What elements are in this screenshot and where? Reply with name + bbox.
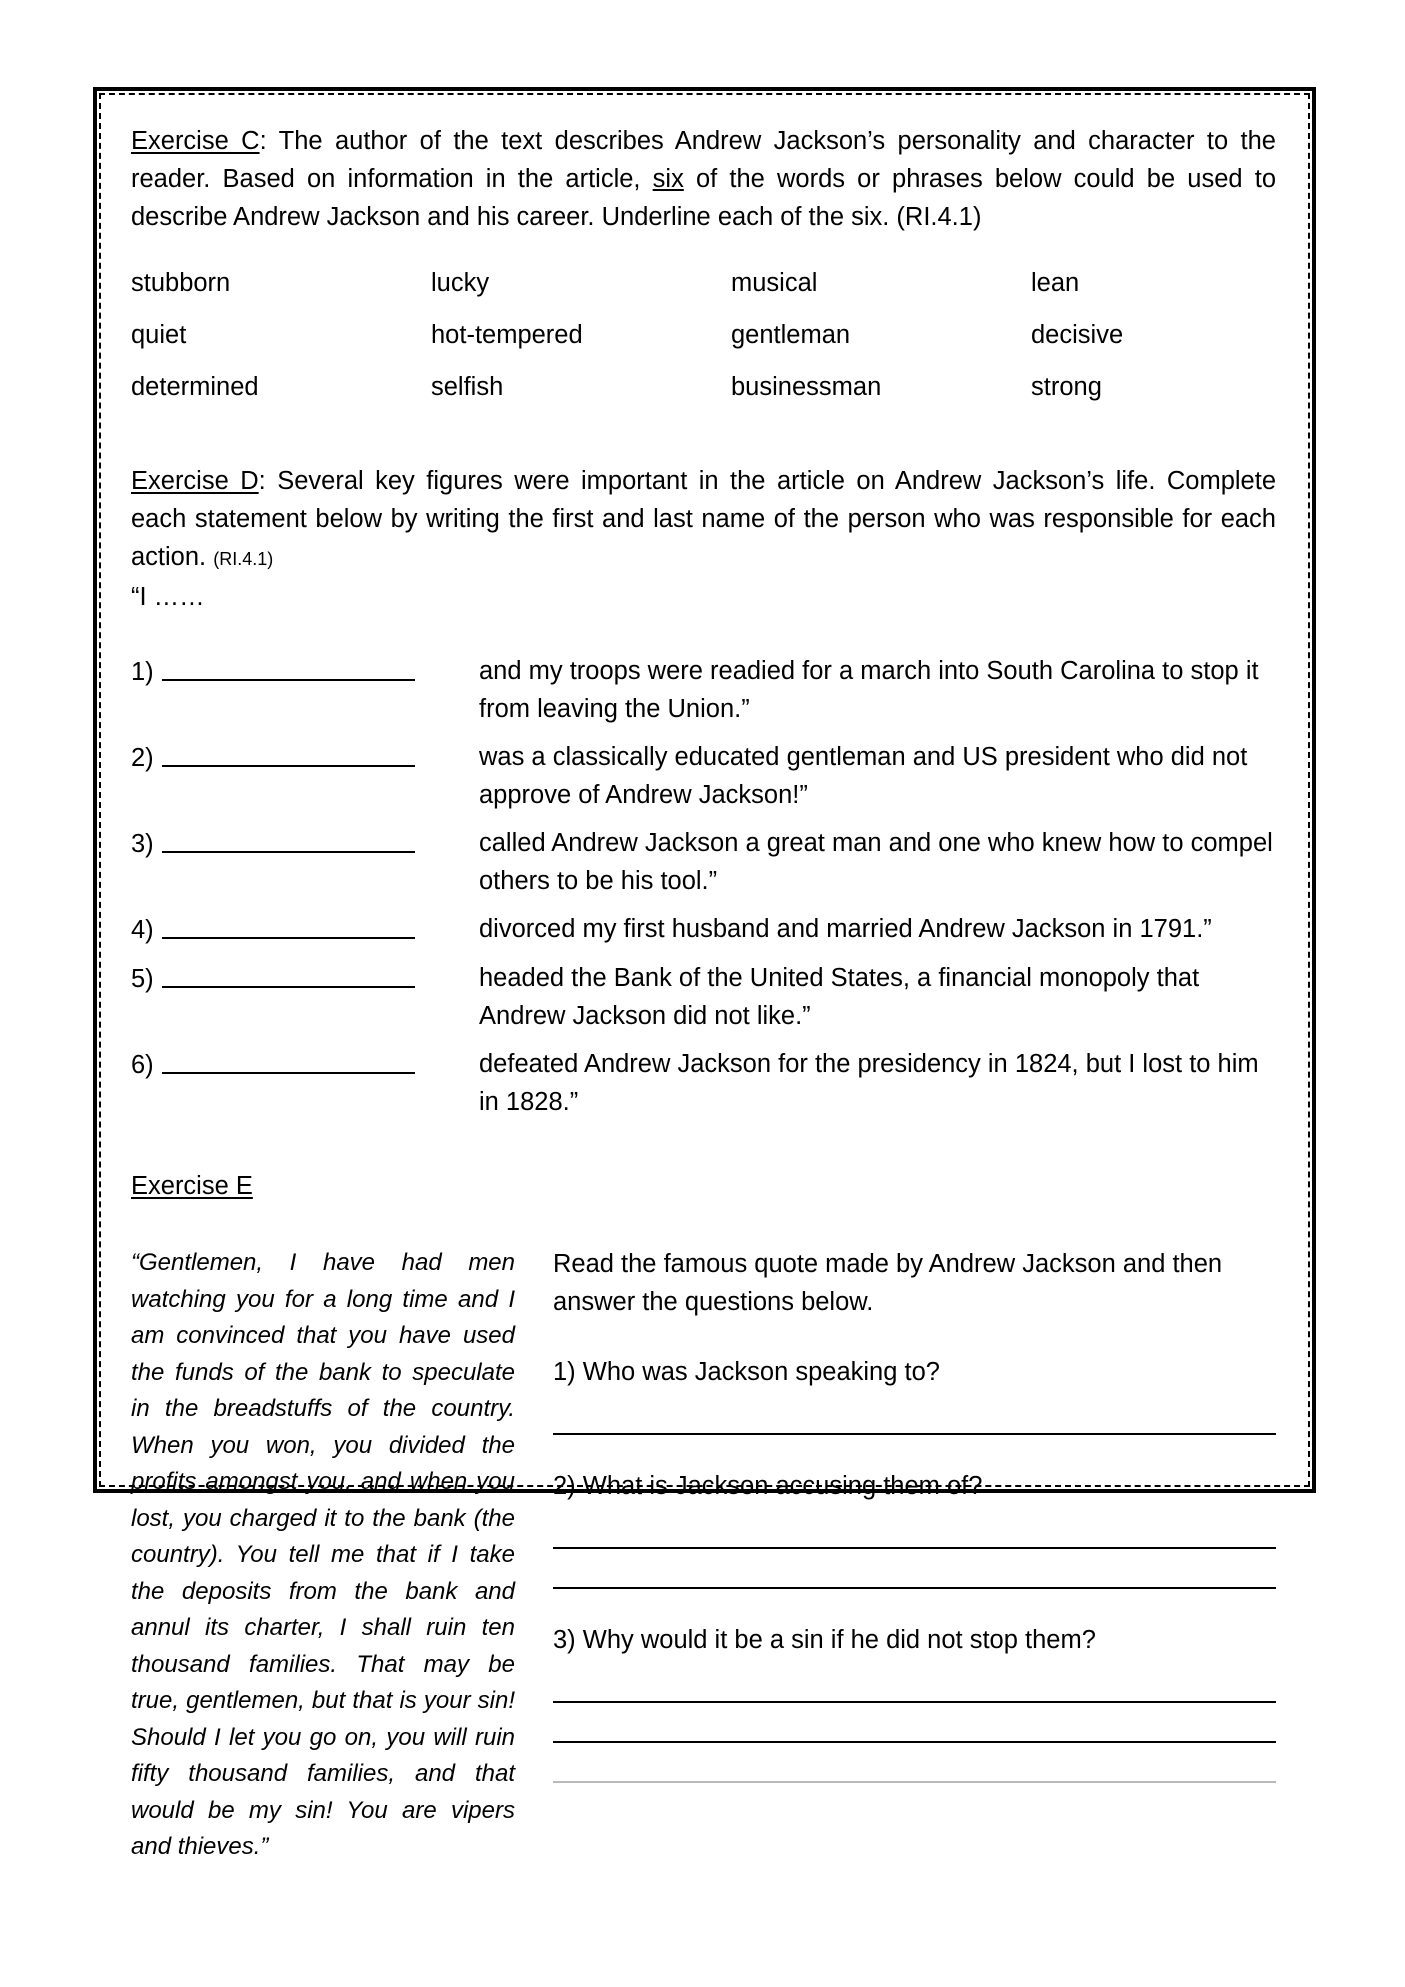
statement-row [131, 824, 1276, 900]
word-option[interactable]: quiet [131, 321, 187, 349]
question-block [553, 1469, 1276, 1589]
statement-number: 2) [131, 744, 154, 772]
statement-text: called Andrew Jackson a great man and one who knew how to compel others to be his tool.” [479, 829, 1273, 895]
answer-line[interactable] [553, 1703, 1276, 1743]
statement-answer-area [131, 910, 479, 949]
exercise-e-label: Exercise E [131, 1172, 253, 1200]
exercise-d-quote-start: “I …… [131, 583, 205, 611]
statement-answer-area [131, 1045, 479, 1121]
answer-line[interactable] [553, 1743, 1276, 1783]
statement-text: headed the Bank of the United States, a financial monopoly that Andrew Jackson did not like.” [479, 964, 1200, 1030]
exercise-d-instruction-text: : Several key figures were important in the article on Andrew Jackson’s life. Complete each statement below by writing the first and last name of the person who was responsible for each action. [131, 467, 1277, 571]
statement-blank-input[interactable] [162, 825, 415, 853]
statement-number: 1) [131, 658, 154, 686]
answer-line[interactable] [553, 1395, 1276, 1435]
statement-answer-area [131, 738, 479, 814]
exercise-e-questions-column [553, 1245, 1276, 1866]
exercise-c-word-grid [131, 266, 1276, 422]
statement-number: 3) [131, 830, 154, 858]
question-text: 3) Why would it be a sin if he did not stop them? [553, 1626, 1096, 1654]
exercise-c-instruction-part1: : The author of the text describes Andrew Jackson’s personality and character to the reader. Based on information in the article, [131, 127, 1276, 193]
exercise-d-instruction [131, 462, 1276, 578]
statement-number: 4) [131, 916, 154, 944]
word-option[interactable]: gentleman [731, 321, 851, 349]
statement-text: divorced my first husband and married Andrew Jackson in 1791.” [479, 915, 1212, 943]
statement-text: and my troops were readied for a march into South Carolina to stop it from leaving the Union.” [479, 657, 1259, 723]
word-row [131, 318, 1276, 370]
question-block [553, 1623, 1276, 1783]
exercise-d-standard-code: (RI.4.1) [213, 549, 274, 569]
statement-blank-input[interactable] [162, 1046, 415, 1074]
statement-text: was a classically educated gentleman and US president who did not approve of Andrew Jackson!” [479, 743, 1248, 809]
statement-number: 6) [131, 1051, 154, 1079]
statement-blank-input[interactable] [162, 739, 415, 767]
exercise-c-instruction [131, 122, 1276, 236]
statement-row [131, 910, 1276, 949]
exercise-e-columns [131, 1245, 1276, 1866]
statement-row [131, 1045, 1276, 1121]
word-option[interactable]: businessman [731, 373, 882, 401]
word-option[interactable]: decisive [1031, 321, 1124, 349]
statement-row [131, 652, 1276, 728]
exercise-c-instruction-part2: of the words or phrases below could be used to describe Andrew Jackson and his career. Underline each of the six. (RI.4.1) [131, 165, 1276, 231]
question-text: 1) Who was Jackson speaking to? [553, 1358, 940, 1386]
statement-row [131, 738, 1276, 814]
answer-line[interactable] [553, 1549, 1276, 1589]
statement-blank-input[interactable] [162, 911, 415, 939]
word-option[interactable]: selfish [431, 373, 504, 401]
word-option[interactable]: strong [1031, 373, 1102, 401]
word-option[interactable]: stubborn [131, 269, 231, 297]
statement-answer-area [131, 959, 479, 1035]
question-block [553, 1355, 1276, 1435]
statement-blank-input[interactable] [162, 653, 415, 681]
word-option[interactable]: lean [1031, 269, 1080, 297]
jackson-quote: “Gentlemen, I have had men watching you for a long time and I am convinced that you have used the funds of the bank to speculate in the breadstuffs of the country. When you won, you divided the profits amongst you, and when you lost, you charged it to the bank (the country). You tell me that if I take the deposits from the bank and annul its charter, I shall ruin ten thousand families. That may be true, gentlemen, but that is your sin! Should I let you go on, you will ruin fifty thousand families, and that would be my sin! You are vipers and thieves.” [131, 1249, 515, 1860]
word-option[interactable]: hot-tempered [431, 321, 583, 349]
exercise-d-statements [131, 652, 1276, 1121]
word-option[interactable]: musical [731, 269, 818, 297]
answer-line[interactable] [553, 1663, 1276, 1703]
exercise-d-label: Exercise D [131, 467, 259, 495]
statement-answer-area [131, 824, 479, 900]
statement-answer-area [131, 652, 479, 728]
word-option[interactable]: lucky [431, 269, 490, 297]
exercise-c-underlined-six: six [652, 165, 684, 193]
exercise-e-quote-column [131, 1245, 553, 1866]
statement-number: 5) [131, 965, 154, 993]
worksheet-content [131, 122, 1276, 1866]
statement-row [131, 959, 1276, 1035]
exercise-c-label: Exercise C [131, 127, 260, 155]
word-row [131, 370, 1276, 422]
statement-text: defeated Andrew Jackson for the presidency in 1824, but I lost to him in 1828.” [479, 1050, 1259, 1116]
exercise-e-title [131, 1169, 1276, 1203]
statement-blank-input[interactable] [162, 960, 415, 988]
word-row [131, 266, 1276, 318]
exercise-e-intro: Read the famous quote made by Andrew Jackson and then answer the questions below. [553, 1250, 1223, 1316]
answer-line[interactable] [553, 1509, 1276, 1549]
word-option[interactable]: determined [131, 373, 259, 401]
question-text: 2) What is Jackson accusing them of? [553, 1472, 983, 1500]
